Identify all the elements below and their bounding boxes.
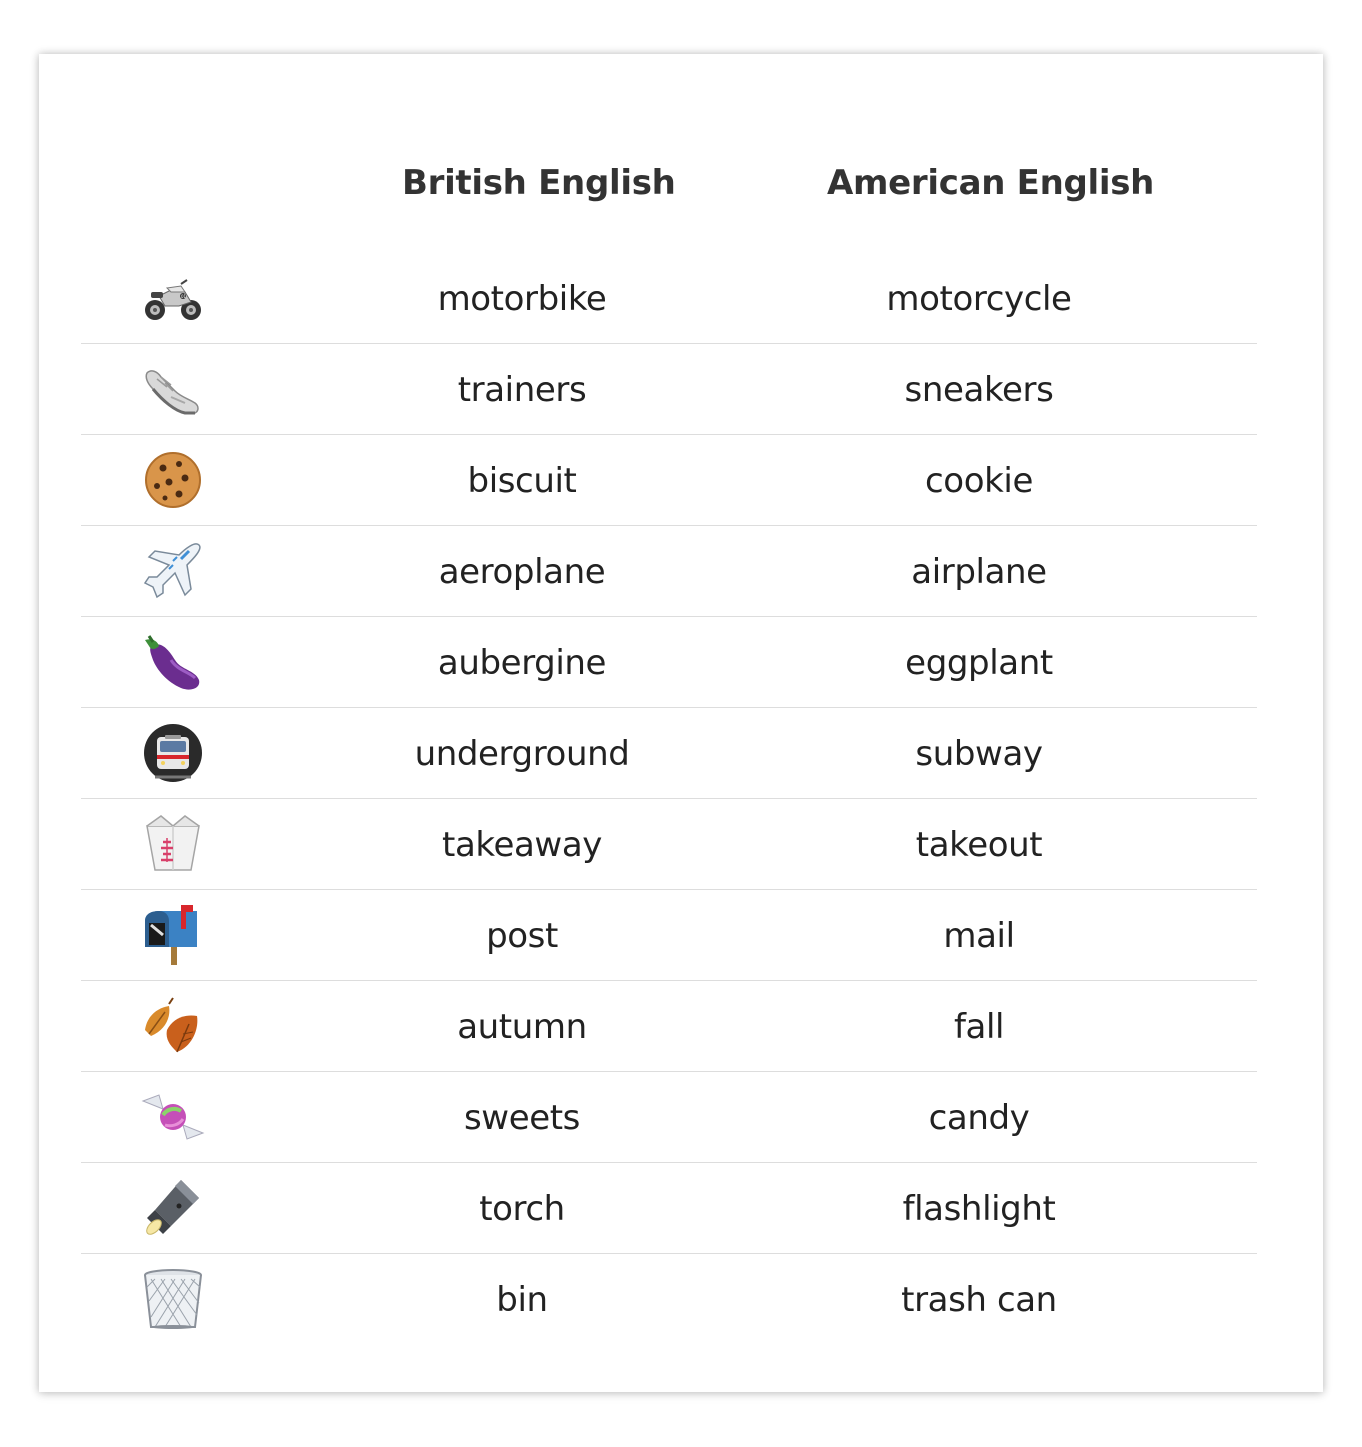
american-term: fall <box>953 1006 1005 1047</box>
flashlight-icon <box>141 1176 205 1240</box>
british-term: sweets <box>463 1097 580 1138</box>
table-row <box>81 617 1257 708</box>
header-british-english: British English <box>402 163 676 203</box>
british-term: post <box>486 915 558 956</box>
table-row <box>81 890 1257 981</box>
table-row <box>81 1072 1257 1163</box>
table-row <box>81 435 1257 526</box>
fallen-leaf-icon <box>141 994 205 1058</box>
svg-text:01: 01 <box>181 294 187 299</box>
american-term: airplane <box>911 551 1047 592</box>
american-term: takeout <box>915 824 1043 865</box>
table-row <box>81 799 1257 890</box>
american-term: cookie <box>925 460 1033 501</box>
candy-icon <box>141 1085 205 1149</box>
takeout-box-icon <box>141 812 205 876</box>
british-term: trainers <box>457 369 587 410</box>
british-term: underground <box>414 733 630 774</box>
british-term: aeroplane <box>438 551 606 592</box>
sneaker-icon <box>141 357 205 421</box>
british-term: motorbike <box>437 278 607 319</box>
table-row <box>81 1254 1257 1345</box>
american-term: trash can <box>901 1279 1057 1320</box>
cookie-icon <box>141 448 205 512</box>
table-row <box>81 708 1257 799</box>
british-term: bin <box>496 1279 548 1320</box>
british-term: aubergine <box>437 642 607 683</box>
table-row <box>81 253 1257 344</box>
airplane-icon <box>141 539 205 603</box>
american-term: candy <box>928 1097 1030 1138</box>
mailbox-icon <box>141 903 205 967</box>
table-row <box>81 526 1257 617</box>
header-american-english: American English <box>827 163 1155 203</box>
table-row <box>81 344 1257 435</box>
motorcycle-icon <box>141 266 205 330</box>
british-term: autumn <box>457 1006 587 1047</box>
british-term: takeaway <box>442 824 602 865</box>
british-term: torch <box>479 1188 565 1229</box>
eggplant-icon <box>141 630 205 694</box>
american-term: mail <box>943 915 1015 956</box>
american-term: sneakers <box>904 369 1054 410</box>
american-term: flashlight <box>902 1188 1056 1229</box>
american-term: subway <box>915 733 1043 774</box>
wastebasket-icon <box>141 1267 205 1331</box>
metro-train-icon <box>141 721 205 785</box>
american-term: motorcycle <box>886 278 1072 319</box>
british-term: biscuit <box>467 460 577 501</box>
table-row <box>81 1163 1257 1254</box>
american-term: eggplant <box>905 642 1053 683</box>
table-row <box>81 981 1257 1072</box>
